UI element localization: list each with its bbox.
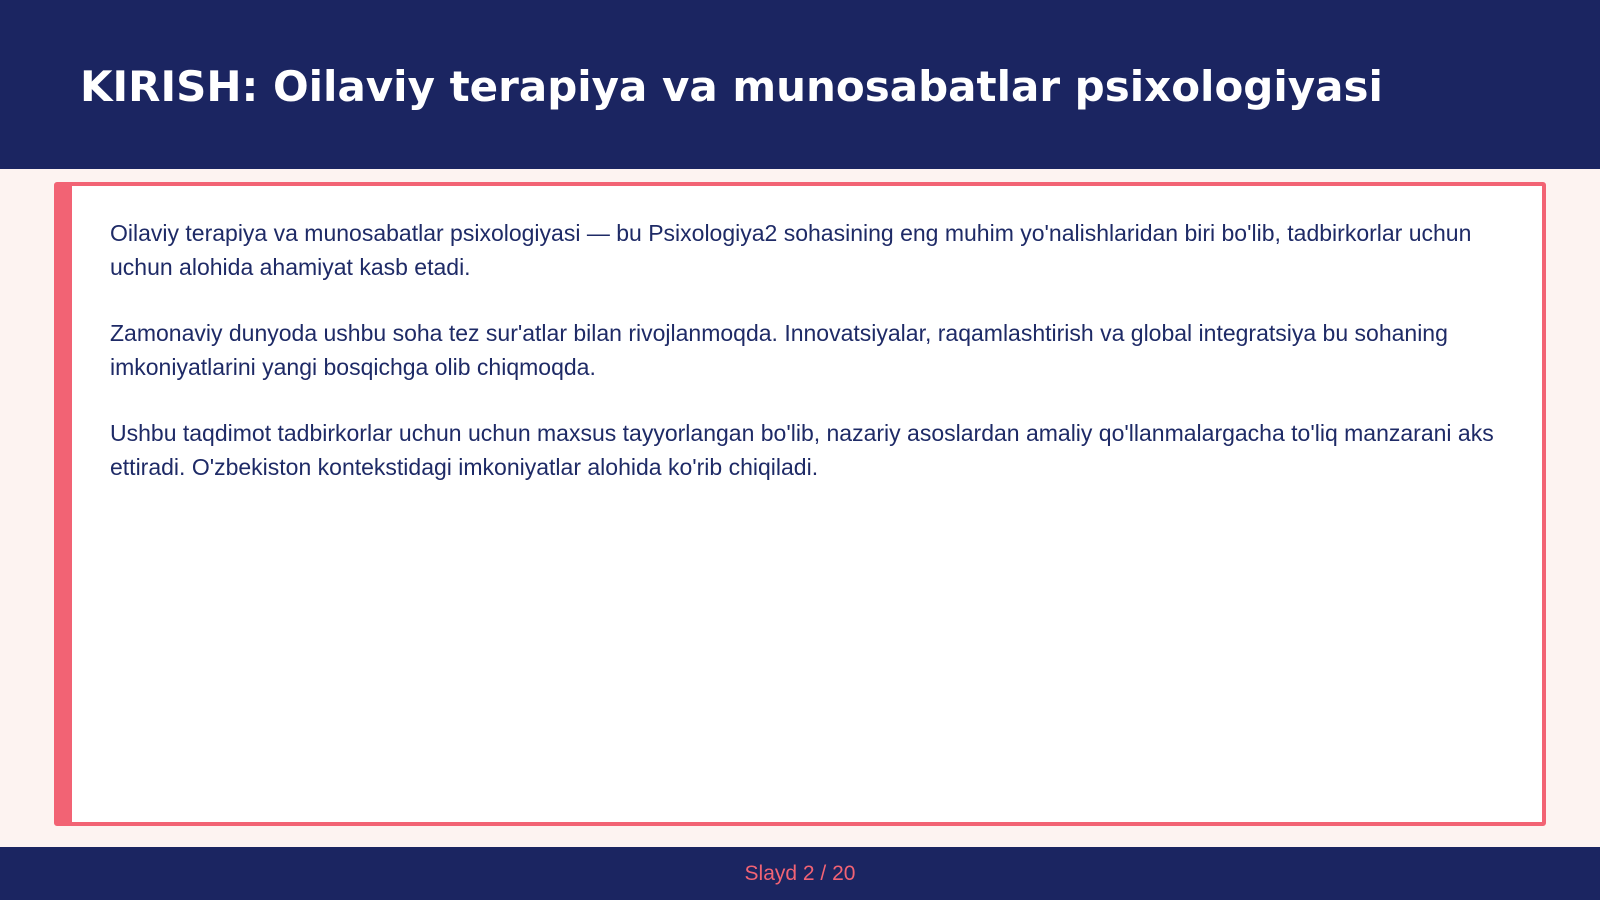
slide-title: KIRISH: Oilaviy terapiya va munosabatlar psixologiyasi <box>80 62 1383 111</box>
purpose-paragraph: Ushbu taqdimot tadbirkorlar uchun uchun maxsus tayyorlangan bo'lib, nazariy asoslardan amaliy qo'llanmalargacha to'liq manzarani aks ettiradi. O'zbekiston kontekstidagi imkoniyatlar alohida ko'rib chiqiladi. <box>110 420 1494 480</box>
context-paragraph: Zamonaviy dunyoda ushbu soha tez sur'atlar bilan rivojlanmoqda. Innovatsiyalar, raqamlashtirish va global integratsiya bu sohaning imkoniyatlarini yangi bosqichga olib chiqmoqda. <box>110 320 1448 380</box>
intro-paragraph: Oilaviy terapiya va munosabatlar psixologiyasi — bu Psixologiya2 sohasining eng muhim yo'nalishlaridan biri bo'lib, tadbirkorlar uchun uchun alohida ahamiyat kasb etadi. <box>110 220 1472 280</box>
content-card <box>54 182 1546 826</box>
slide-footer <box>0 847 1600 900</box>
slide-counter: Slayd 2 / 20 <box>744 862 856 885</box>
slide-header <box>0 0 1600 169</box>
